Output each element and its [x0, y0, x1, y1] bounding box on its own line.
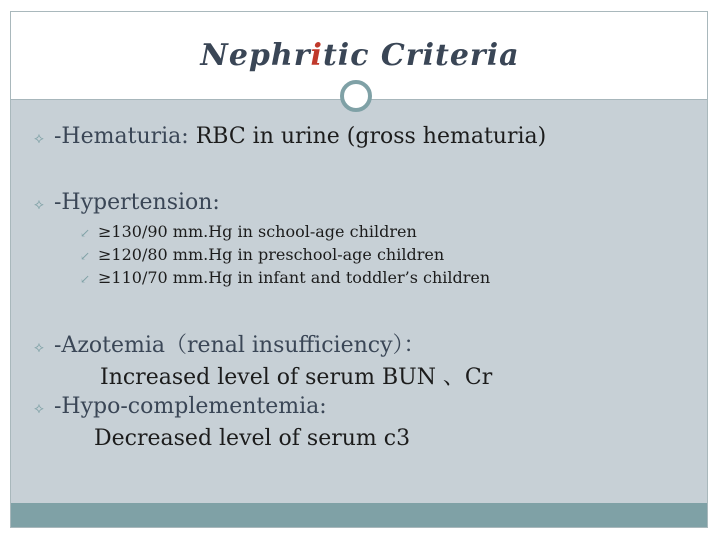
- hypertension-item-text: ≥110/70 mm.Hg in infant and toddler’s children: [98, 268, 491, 287]
- swoosh-bullet-icon: ⟡: [34, 338, 44, 356]
- swoosh-bullet-icon: ⟡: [34, 399, 44, 417]
- hypocomplement-detail: Decreased level of serum c3: [94, 426, 411, 451]
- arrow-bullet-icon: ↙: [80, 249, 91, 263]
- title-part-1: Nephr: [200, 38, 311, 73]
- azotemia-label: -Azotemia（renal insufficiency）：: [54, 333, 426, 358]
- hypertension-item: [80, 268, 490, 287]
- swoosh-bullet-icon: ⟡: [34, 129, 44, 147]
- arrow-bullet-icon: ↙: [80, 272, 91, 286]
- hypocomplement-label: -Hypo-complementemia:: [54, 394, 327, 419]
- hypertension-item-text: ≥120/80 mm.Hg in preschool-age children: [98, 245, 445, 264]
- hypertension-item: [80, 245, 444, 264]
- azotemia-detail: Increased level of serum BUN 、Cr: [100, 365, 493, 390]
- title-part-2: tic Criteria: [322, 38, 520, 73]
- hypertension-label: -Hypertension:: [54, 190, 220, 215]
- hematuria-text: RBC in urine (gross hematuria): [188, 124, 547, 149]
- swoosh-bullet-icon: ⟡: [34, 195, 44, 213]
- bullet-hypocomplementemia: [34, 394, 327, 419]
- bullet-azotemia: [34, 328, 426, 359]
- arrow-bullet-icon: ↙: [80, 226, 91, 240]
- title-accent-letter: i: [310, 38, 323, 73]
- hematuria-label: -Hematuria:: [54, 124, 189, 149]
- bullet-hematuria: [34, 124, 546, 149]
- footer-bar: [11, 503, 707, 527]
- hypertension-item-text: ≥130/90 mm.Hg in school-age children: [98, 222, 417, 241]
- slide-title: [0, 38, 720, 73]
- hypertension-item: [80, 222, 417, 241]
- ring-ornament-icon: [340, 80, 372, 112]
- bullet-hypertension: [34, 190, 220, 215]
